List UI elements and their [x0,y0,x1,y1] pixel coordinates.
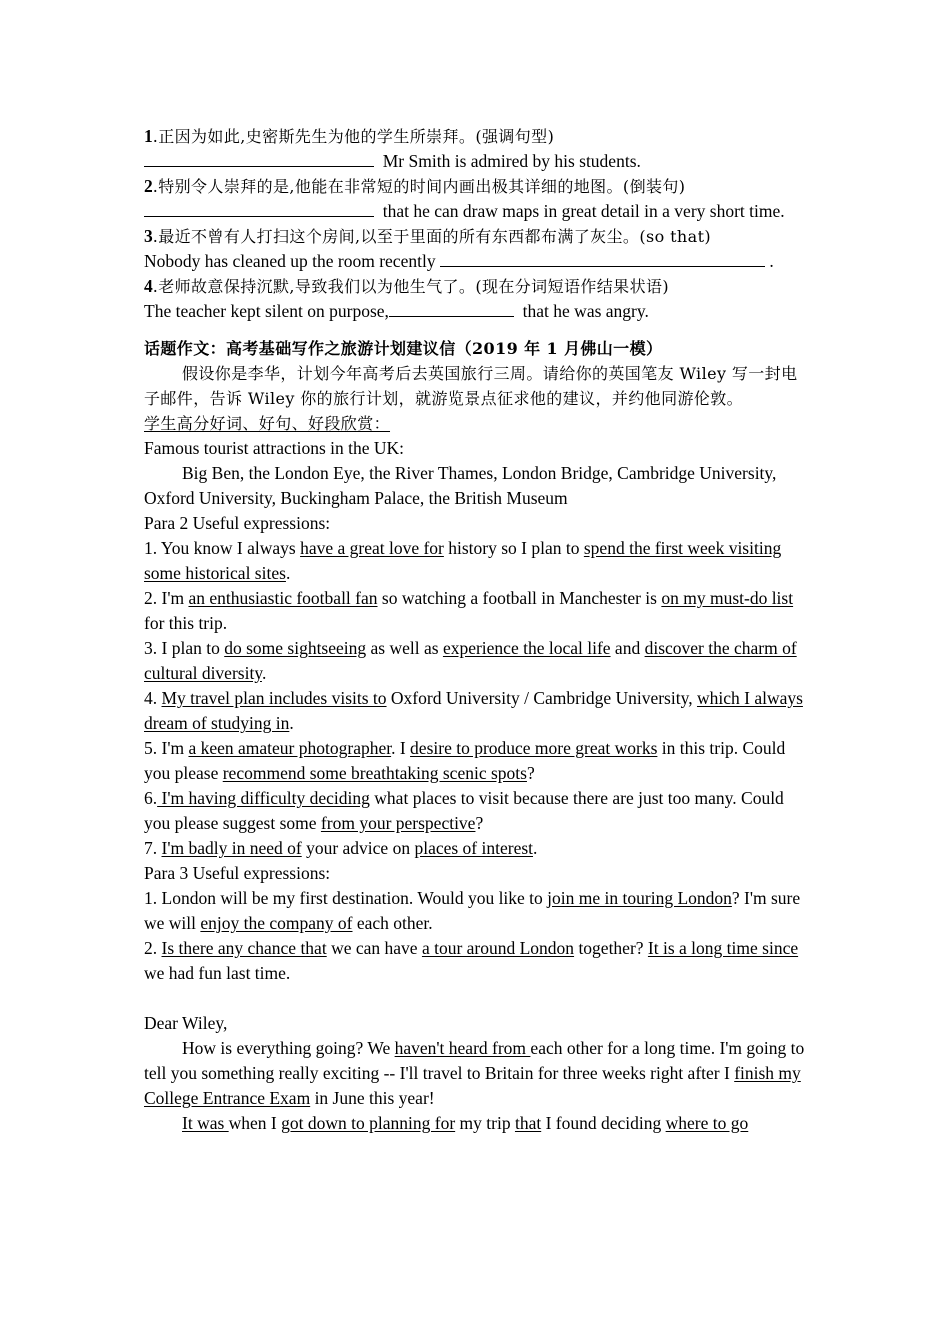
exercise-2-answer: that he can draw maps in great detail in a very short time. [144,199,810,224]
text-segment: 1. London will be my first destination. Would you like to [144,888,548,908]
underlined-phrase: spend the first week visiting some historical sites [144,538,782,583]
topic-heading: 话题作文：高考基础写作之旅游计划建议信（2019 年 1 月佛山一模） [144,339,663,358]
text-segment: my trip [455,1113,515,1133]
exercise-3-prompt: 3.最近不曾有人打扫这个房间,以至于里面的所有东西都布满了灰尘。(so that) [144,226,712,246]
text-segment: as well as [366,638,443,658]
underlined-phrase: got down to planning for [281,1113,456,1133]
expression-item [144,536,810,586]
text-segment: we had fun last time. [144,963,291,983]
text-segment: and [610,638,645,658]
text-segment: 7. [144,838,162,858]
underlined-phrase: on my must-do list [661,588,794,608]
underlined-phrase: a tour around London [421,938,575,958]
underlined-phrase: enjoy the company of [200,913,353,933]
letter-greeting: Dear Wiley, [144,1013,228,1033]
text-segment: 2. [144,938,162,958]
underlined-phrase: recommend some breathtaking scenic spots [222,763,527,783]
exercise-4-answer: The teacher kept silent on purpose, that he was angry. [144,301,649,321]
text-segment: in June this year! [310,1088,435,1108]
text-segment: 1. You know I always [144,538,301,558]
expression-item [144,836,810,861]
expression-item [144,786,810,836]
exercise-4-prompt: 4.老师故意保持沉默,导致我们以为他生气了。(现在分词短语作结果状语) [144,276,670,296]
para2-expression-list [144,536,810,861]
text-segment: Oxford University / Cambridge University, [386,688,697,708]
text-segment: what places to visit because there are just too many. Could you please suggest some [144,788,784,833]
expression-item [144,586,810,636]
underlined-phrase: finish my College Entrance Exam [144,1063,801,1108]
expression-item [144,686,810,736]
text-segment: in this trip. Could you please [144,738,786,783]
text-segment: each other for a long time. I'm going to tell you something really exciting -- I'll travel to Britain for three weeks right after I [144,1038,805,1083]
expression-item [144,936,810,986]
text-segment: together? [574,938,648,958]
para3-title: Para 3 Useful expressions: [144,863,331,883]
letter-paragraph [144,1111,810,1136]
text-segment: How is everything going? We [182,1038,395,1058]
underlined-phrase: experience the local life [442,638,611,658]
text-segment: 3. I plan to [144,638,225,658]
underlined-phrase: an enthusiastic football fan [188,588,378,608]
underlined-phrase: It is a long time since [647,938,799,958]
topic-prompt: 假设你是李华，计划今年高考后去英国旅行三周。请给你的英国笔友 Wiley 写一封电子邮件，告诉 Wiley 你的旅行计划，就游览景点征求他的建议，并约他同游伦敦。 [144,364,798,408]
text-segment: I found deciding [541,1113,666,1133]
exercise-3-answer: Nobody has cleaned up the room recently . [144,251,774,271]
para3-expression-list [144,886,810,986]
answer-blank[interactable] [389,299,514,317]
exercise-1-answer: Mr Smith is admired by his students. [144,149,810,174]
appreciation-title: 学生高分好词、好句、好段欣赏： [144,414,391,433]
letter-paragraph [144,1036,810,1111]
underlined-phrase: discover the charm of cultural diversity [144,638,797,683]
answer-blank[interactable] [440,249,765,267]
exercise-1-prompt: 1.正因为如此,史密斯先生为他的学生所崇拜。(强调句型) [144,126,555,146]
underlined-phrase: I'm badly in need of [161,838,302,858]
attractions-title: Famous tourist attractions in the UK: [144,438,405,458]
text-segment: . I [391,738,411,758]
underlined-phrase: I'm having difficulty deciding [157,788,370,808]
underlined-phrase: It was [182,1113,229,1133]
expression-item [144,886,810,936]
text-segment: 5. I'm [144,738,189,758]
text-segment: 2. I'm [144,588,189,608]
text-segment: . [289,713,294,733]
text-segment: we can have [326,938,422,958]
underlined-phrase: do some sightseeing [224,638,367,658]
para2-title: Para 2 Useful expressions: [144,513,331,533]
answer-blank[interactable] [144,199,374,217]
underlined-phrase: join me in touring London [547,888,732,908]
text-segment: your advice on [301,838,415,858]
underlined-phrase: a keen amateur photographer [188,738,392,758]
text-segment: 4. [144,688,162,708]
underlined-phrase: where to go [665,1113,749,1133]
text-segment: . [285,563,291,583]
text-segment: so watching a football in Manchester is [377,588,662,608]
letter-body [144,1036,810,1136]
text-segment: each other. [352,913,433,933]
underlined-phrase: have a great love for [300,538,444,558]
underlined-phrase: My travel plan includes visits to [161,688,387,708]
text-segment: . [533,838,538,858]
underlined-phrase: haven't heard from [394,1038,531,1058]
underlined-phrase: that [514,1113,542,1133]
text-segment: ? [526,763,535,783]
underlined-phrase: from your perspective [320,813,476,833]
underlined-phrase: places of interest [414,838,534,858]
text-segment: for this trip. [144,613,228,633]
underlined-phrase: which I always dream of studying in [144,688,803,733]
answer-blank[interactable] [144,149,374,167]
underlined-phrase: Is there any chance that [161,938,327,958]
spacer [144,986,810,1011]
text-segment: ? [475,813,484,833]
attractions-list: Big Ben, the London Eye, the River Thames, London Bridge, Cambridge University, Oxford University, Buckingham Palace, the British Museum [144,463,777,508]
text-segment: 6. [144,788,158,808]
text-segment: . [261,663,267,683]
text-segment: ? I'm sure we will [144,888,801,933]
underlined-phrase: desire to produce more great works [410,738,658,758]
text-segment: history so I plan to [443,538,584,558]
text-segment: when I [228,1113,282,1133]
expression-item [144,636,810,686]
exercise-2-prompt: 2.特别令人崇拜的是,他能在非常短的时间内画出极其详细的地图。(倒装句) [144,176,686,196]
expression-item [144,736,810,786]
